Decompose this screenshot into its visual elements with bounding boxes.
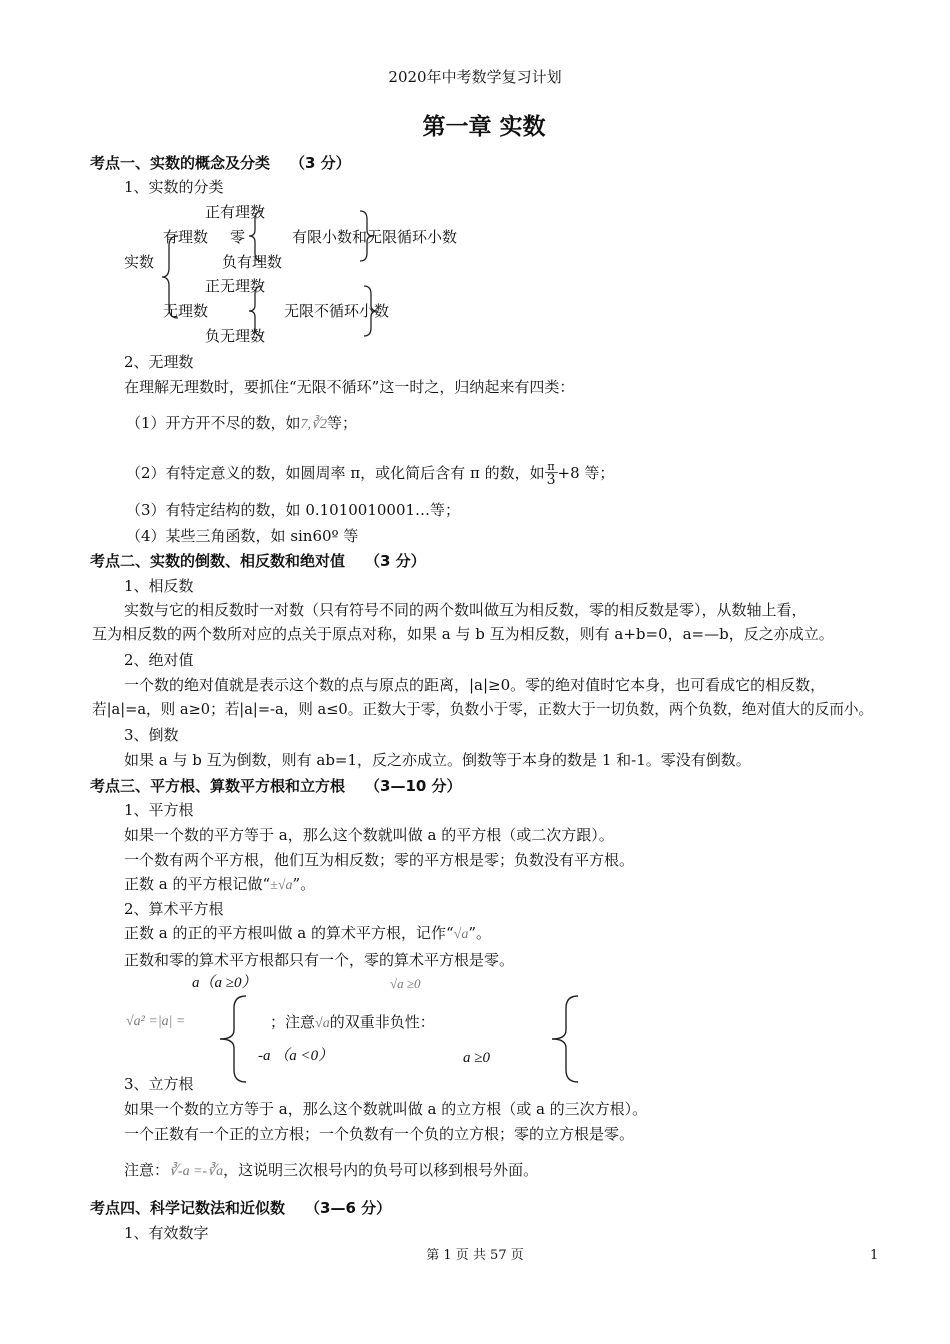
brace-wulishu <box>246 284 266 338</box>
footer-page-number: 1 <box>870 1248 879 1263</box>
formula-case1: a（a ≥0） <box>192 975 257 991</box>
kp2-para3: 如果 a 与 b 互为倒数，则有 ab=1，反之亦成立。倒数等于本身的数是 1 和-1。零没有倒数。 <box>124 751 751 769</box>
brace-piecewise <box>216 994 250 1084</box>
formula-case2: -a （a <0） <box>258 1048 334 1064</box>
kp3-sub2: 2、算术平方根 <box>124 900 224 918</box>
formula-lhs: √a² =|a| = <box>126 1014 186 1029</box>
brace-youlishu-right <box>356 209 376 263</box>
kp2-para1b: 互为相反数的两个数所对应的点关于原点对称，如果 a 与 b 互为相反数，则有 a+b=0，a=—b，反之亦成立。 <box>92 625 834 643</box>
tree-wulishu: 无理数 <box>163 302 209 320</box>
kp1-sub2: 2、无理数 <box>124 353 194 371</box>
page-header: 2020年中考数学复习计划 <box>388 68 562 86</box>
tree-youlishu: 有理数 <box>163 228 209 246</box>
tree-fuyoulishu: 负有理数 <box>222 253 283 271</box>
kp3-title: 考点三、平方根、算数平方根和立方根 （3—10 分） <box>90 777 462 795</box>
fraction-pi-over-3: $\frac{\pi}{3}$ <box>546 460 556 488</box>
formula-nonneg2: a ≥0 <box>463 1050 490 1066</box>
kp2-title: 考点二、实数的倒数、相反数和绝对值 （3 分） <box>90 552 426 570</box>
footer-page: 第 1 页 共 57 页 <box>426 1248 524 1263</box>
brace-shishu <box>160 234 182 320</box>
kp2-sub2: 2、绝对值 <box>124 651 194 669</box>
kp2-para2a: 一个数的绝对值就是表示这个数的点与原点的距离，|a|≥0。零的绝对值时它本身，也可看成它的相反数， <box>124 676 826 694</box>
kp1-class4: （4）某些三角函数，如 sin60º 等 <box>126 527 359 545</box>
kp3-para1: 如果一个数的平方等于 a，那么这个数就叫做 a 的平方根（或二次方跟）。 <box>124 826 614 844</box>
kp3-para3: 正数 a 的平方根记做“±√a”。 <box>124 875 316 893</box>
expr-sqrt-a: √a <box>453 927 469 942</box>
kp3-sub1: 1、平方根 <box>124 801 194 819</box>
kp3-para4: 正数 a 的正的平方根叫做 a 的算术平方根，记作“√a”。 <box>124 924 491 942</box>
tree-youxian: 有限小数和无限循环小数 <box>292 228 458 246</box>
brace-nonneg <box>548 994 582 1084</box>
kp3-sub3: 3、立方根 <box>124 1075 194 1093</box>
kp1-sub1: 1、实数的分类 <box>124 178 224 196</box>
kp4-sub1: 1、有效数字 <box>124 1224 209 1242</box>
kp1-class1: （1）开方开不尽的数，如7,∛2等； <box>126 414 357 432</box>
expr-cbrt-neg-a: ∛-a =-∛a <box>169 1164 224 1179</box>
expr-pm-sqrt-a: ±√a <box>270 878 293 893</box>
kp3-para6: 如果一个数的立方等于 a，那么这个数就叫做 a 的立方根（或 a 的三次方根）。 <box>124 1100 648 1118</box>
brace-youlishu <box>246 209 266 263</box>
kp3-para5: 正数和零的算术平方根都只有一个，零的算术平方根是零。 <box>124 951 515 969</box>
kp1-class2: （2）有特定意义的数，如圆周率 π，或化简后含有 π 的数，如 $\frac{\pi}{3}$ +8 等； <box>126 460 615 488</box>
tree-ling: 零 <box>230 228 246 246</box>
kp4-title: 考点四、科学记数法和近似数 （3—6 分） <box>90 1199 392 1217</box>
brace-wulishu-right <box>360 284 380 338</box>
expr-sqrt7-cbrt2: 7,∛2 <box>300 417 327 432</box>
formula-note: ；注意√a的双重非负性： <box>270 1013 435 1031</box>
kp2-para2b: 若|a|=a，则 a≥0；若|a|=-a，则 a≤0。正数大于零，负数小于零，正数大于一切负数，两个负数，绝对值大的反而小。 <box>92 701 874 718</box>
kp1-title: 考点一、实数的概念及分类 （3 分） <box>90 154 351 172</box>
formula-nonneg1: √a ≥0 <box>390 976 421 991</box>
chapter-title: 第一章 实数 <box>422 114 546 140</box>
kp1-intro: 在理解无理数时，要抓住“无限不循环”这一时之，归纳起来有四类： <box>124 378 575 396</box>
kp3-para2: 一个数有两个平方根，他们互为相反数；零的平方根是零；负数没有平方根。 <box>124 851 635 869</box>
kp3-para7: 一个正数有一个正的立方根；一个负数有一个负的立方根；零的立方根是零。 <box>124 1125 635 1143</box>
kp1-class3: （3）有特定结构的数，如 0.1010010001…等； <box>126 501 461 519</box>
tree-fuwulishu: 负无理数 <box>205 327 266 345</box>
kp2-para1a: 实数与它的相反数时一对数（只有符号不同的两个数叫做互为相反数，零的相反数是零），从数轴上看， <box>124 601 807 619</box>
tree-zhengyoulishu: 正有理数 <box>205 203 266 221</box>
kp2-sub3: 3、倒数 <box>124 726 179 744</box>
tree-zhengwulishu: 正无理数 <box>205 277 266 295</box>
kp3-para8: 注意：∛-a =-∛a，这说明三次根号内的负号可以移到根号外面。 <box>124 1161 539 1179</box>
tree-wuxian: 无限不循环小数 <box>284 302 390 320</box>
tree-shishu: 实数 <box>124 253 155 271</box>
kp2-sub1: 1、相反数 <box>124 577 194 595</box>
